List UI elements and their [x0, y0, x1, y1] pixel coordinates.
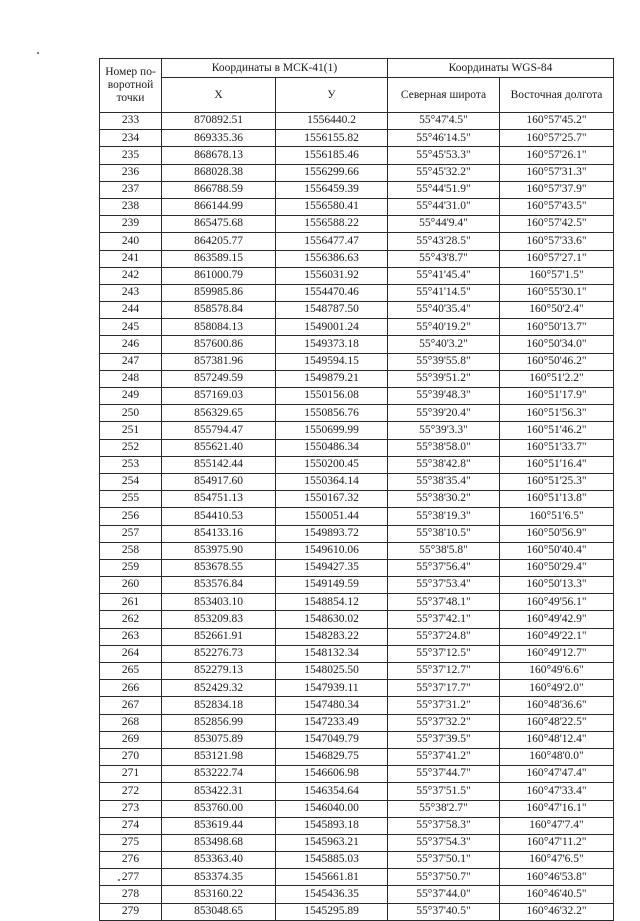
latitude-cell: 55°37'44.0" — [388, 886, 500, 903]
point-number-cell: 276 — [100, 852, 162, 869]
longitude-cell: 160°51'56.3" — [500, 405, 614, 422]
longitude-cell: 160°51'33.7" — [500, 439, 614, 456]
latitude-cell: 55°47'4.5" — [388, 113, 500, 130]
latitude-cell: 55°39'55.8" — [388, 353, 500, 370]
y-coordinate-cell: 1556580.41 — [276, 198, 388, 215]
x-coordinate-cell: 853048.65 — [162, 903, 276, 920]
point-number-cell: 255 — [100, 491, 162, 508]
latitude-cell: 55°39'48.3" — [388, 388, 500, 405]
latitude-cell: 55°37'44.7" — [388, 766, 500, 783]
latitude-cell: 55°46'14.5" — [388, 130, 500, 147]
longitude-cell: 160°50'13.7" — [500, 319, 614, 336]
longitude-cell: 160°51'6.5" — [500, 508, 614, 525]
table-row — [100, 336, 614, 353]
point-number-cell: 250 — [100, 405, 162, 422]
table-row — [100, 714, 614, 731]
x-coordinate-cell: 853160.22 — [162, 886, 276, 903]
y-coordinate-cell: 1547480.34 — [276, 697, 388, 714]
y-coordinate-cell: 1545893.18 — [276, 817, 388, 834]
y-coordinate-cell: 1556155.82 — [276, 130, 388, 147]
longitude-cell: 160°47'47.4" — [500, 766, 614, 783]
header-y: У — [276, 78, 388, 113]
longitude-cell: 160°49'22.1" — [500, 628, 614, 645]
x-coordinate-cell: 852834.18 — [162, 697, 276, 714]
y-coordinate-cell: 1545885.03 — [276, 852, 388, 869]
x-coordinate-cell: 866788.59 — [162, 181, 276, 198]
longitude-cell: 160°48'0.0" — [500, 748, 614, 765]
table-row — [100, 766, 614, 783]
x-coordinate-cell: 853374.35 — [162, 869, 276, 886]
latitude-cell: 55°37'39.5" — [388, 731, 500, 748]
table-row — [100, 800, 614, 817]
x-coordinate-cell: 863589.15 — [162, 250, 276, 267]
y-coordinate-cell: 1550167.32 — [276, 491, 388, 508]
longitude-cell: 160°46'40.5" — [500, 886, 614, 903]
header-x: X — [162, 78, 276, 113]
latitude-cell: 55°43'28.5" — [388, 233, 500, 250]
table-row — [100, 577, 614, 594]
latitude-cell: 55°37'32.2" — [388, 714, 500, 731]
longitude-cell: 160°57'27.1" — [500, 250, 614, 267]
latitude-cell: 55°41'45.4" — [388, 267, 500, 284]
latitude-cell: 55°37'42.1" — [388, 611, 500, 628]
point-number-cell: 277 — [100, 869, 162, 886]
x-coordinate-cell: 853222.74 — [162, 766, 276, 783]
table-row — [100, 164, 614, 181]
point-number-cell: 235 — [100, 147, 162, 164]
longitude-cell: 160°48'36.6" — [500, 697, 614, 714]
longitude-cell: 160°49'12.7" — [500, 645, 614, 662]
table-row — [100, 405, 614, 422]
y-coordinate-cell: 1548787.50 — [276, 302, 388, 319]
table-row — [100, 267, 614, 284]
latitude-cell: 55°37'53.4" — [388, 577, 500, 594]
y-coordinate-cell: 1545661.81 — [276, 869, 388, 886]
y-coordinate-cell: 1550486.34 — [276, 439, 388, 456]
latitude-cell: 55°44'9.4" — [388, 216, 500, 233]
point-number-cell: 243 — [100, 284, 162, 301]
x-coordinate-cell: 853498.68 — [162, 834, 276, 851]
longitude-cell: 160°57'1.5" — [500, 267, 614, 284]
point-number-cell: 251 — [100, 422, 162, 439]
longitude-cell: 160°55'30.1" — [500, 284, 614, 301]
latitude-cell: 55°40'19.2" — [388, 319, 500, 336]
point-number-cell: 253 — [100, 456, 162, 473]
x-coordinate-cell: 854133.16 — [162, 525, 276, 542]
table-row — [100, 233, 614, 250]
x-coordinate-cell: 853760.00 — [162, 800, 276, 817]
latitude-cell: 55°38'5.8" — [388, 542, 500, 559]
table-row — [100, 697, 614, 714]
longitude-cell: 160°46'32.2" — [500, 903, 614, 920]
y-coordinate-cell: 1556440.2 — [276, 113, 388, 130]
y-coordinate-cell: 1546354.64 — [276, 783, 388, 800]
latitude-cell: 55°37'58.3" — [388, 817, 500, 834]
longitude-cell: 160°50'13.3" — [500, 577, 614, 594]
point-number-cell: 265 — [100, 663, 162, 680]
x-coordinate-cell: 857169.03 — [162, 388, 276, 405]
x-coordinate-cell: 855794.47 — [162, 422, 276, 439]
table-row — [100, 147, 614, 164]
point-number-cell: 248 — [100, 370, 162, 387]
point-number-cell: 278 — [100, 886, 162, 903]
table-row — [100, 594, 614, 611]
y-coordinate-cell: 1547049.79 — [276, 731, 388, 748]
point-number-cell: 273 — [100, 800, 162, 817]
latitude-cell: 55°37'31.2" — [388, 697, 500, 714]
point-number-cell: 238 — [100, 198, 162, 215]
point-number-cell: 260 — [100, 577, 162, 594]
latitude-cell: 55°38'58.0" — [388, 439, 500, 456]
x-coordinate-cell: 859985.86 — [162, 284, 276, 301]
x-coordinate-cell: 853422.31 — [162, 783, 276, 800]
table-row — [100, 370, 614, 387]
y-coordinate-cell: 1556588.22 — [276, 216, 388, 233]
longitude-cell: 160°48'22.5" — [500, 714, 614, 731]
point-number-cell: 275 — [100, 834, 162, 851]
y-coordinate-cell: 1550156.08 — [276, 388, 388, 405]
y-coordinate-cell: 1549001.24 — [276, 319, 388, 336]
table-row — [100, 216, 614, 233]
longitude-cell: 160°51'46.2" — [500, 422, 614, 439]
table-row — [100, 198, 614, 215]
longitude-cell: 160°57'43.5" — [500, 198, 614, 215]
latitude-cell: 55°44'31.0" — [388, 198, 500, 215]
latitude-cell: 55°44'51.9" — [388, 181, 500, 198]
table-row — [100, 748, 614, 765]
longitude-cell: 160°47'11.2" — [500, 834, 614, 851]
x-coordinate-cell: 856329.65 — [162, 405, 276, 422]
x-coordinate-cell: 854917.60 — [162, 473, 276, 490]
y-coordinate-cell: 1549610.06 — [276, 542, 388, 559]
y-coordinate-cell: 1549149.59 — [276, 577, 388, 594]
point-number-cell: 241 — [100, 250, 162, 267]
y-coordinate-cell: 1547939.11 — [276, 680, 388, 697]
point-number-cell: 270 — [100, 748, 162, 765]
x-coordinate-cell: 864205.77 — [162, 233, 276, 250]
y-coordinate-cell: 1548854.12 — [276, 594, 388, 611]
table-row — [100, 783, 614, 800]
point-number-cell: 233 — [100, 113, 162, 130]
x-coordinate-cell: 865475.68 — [162, 216, 276, 233]
longitude-cell: 160°49'6.6" — [500, 663, 614, 680]
x-coordinate-cell: 869335.36 — [162, 130, 276, 147]
table-row — [100, 353, 614, 370]
longitude-cell: 160°57'42.5" — [500, 216, 614, 233]
x-coordinate-cell: 853576.84 — [162, 577, 276, 594]
longitude-cell: 160°51'16.4" — [500, 456, 614, 473]
table-row — [100, 817, 614, 834]
table-row — [100, 319, 614, 336]
x-coordinate-cell: 857249.59 — [162, 370, 276, 387]
latitude-cell: 55°38'42.8" — [388, 456, 500, 473]
latitude-cell: 55°37'12.7" — [388, 663, 500, 680]
table-row — [100, 663, 614, 680]
x-coordinate-cell: 868028.38 — [162, 164, 276, 181]
latitude-cell: 55°38'19.3" — [388, 508, 500, 525]
x-coordinate-cell: 855142.44 — [162, 456, 276, 473]
x-coordinate-cell: 852661.91 — [162, 628, 276, 645]
y-coordinate-cell: 1547233.49 — [276, 714, 388, 731]
x-coordinate-cell: 853121.98 — [162, 748, 276, 765]
x-coordinate-cell: 870892.51 — [162, 113, 276, 130]
table-row — [100, 491, 614, 508]
y-coordinate-cell: 1550051.44 — [276, 508, 388, 525]
table-header — [100, 59, 614, 113]
point-number-cell: 264 — [100, 645, 162, 662]
header-latitude: Северная широта — [388, 78, 500, 113]
table-row — [100, 645, 614, 662]
table-row — [100, 113, 614, 130]
latitude-cell: 55°40'35.4" — [388, 302, 500, 319]
table-row — [100, 439, 614, 456]
y-coordinate-cell: 1548630.02 — [276, 611, 388, 628]
table-row — [100, 886, 614, 903]
longitude-cell: 160°49'2.0" — [500, 680, 614, 697]
point-number-cell: 252 — [100, 439, 162, 456]
x-coordinate-cell: 858084.13 — [162, 319, 276, 336]
longitude-cell: 160°48'12.4" — [500, 731, 614, 748]
header-msk-coordinates: Координаты в МСК-41(1) — [162, 59, 388, 78]
longitude-cell: 160°49'56.1" — [500, 594, 614, 611]
table-row — [100, 903, 614, 920]
latitude-cell: 55°37'17.7" — [388, 680, 500, 697]
table-row — [100, 542, 614, 559]
y-coordinate-cell: 1549879.21 — [276, 370, 388, 387]
point-number-cell: 261 — [100, 594, 162, 611]
latitude-cell: 55°39'3.3" — [388, 422, 500, 439]
table-row — [100, 559, 614, 576]
y-coordinate-cell: 1545436.35 — [276, 886, 388, 903]
point-number-cell: 259 — [100, 559, 162, 576]
point-number-cell: 246 — [100, 336, 162, 353]
longitude-cell: 160°46'53.8" — [500, 869, 614, 886]
table-row — [100, 628, 614, 645]
point-number-cell: 244 — [100, 302, 162, 319]
y-coordinate-cell: 1556031.92 — [276, 267, 388, 284]
point-number-cell: 236 — [100, 164, 162, 181]
table-row — [100, 456, 614, 473]
x-coordinate-cell: 853209.83 — [162, 611, 276, 628]
y-coordinate-cell: 1548132.34 — [276, 645, 388, 662]
table-row — [100, 302, 614, 319]
table-row — [100, 250, 614, 267]
longitude-cell: 160°51'25.3" — [500, 473, 614, 490]
point-number-cell: 262 — [100, 611, 162, 628]
y-coordinate-cell: 1554470.46 — [276, 284, 388, 301]
latitude-cell: 55°38'30.2" — [388, 491, 500, 508]
point-number-cell: 257 — [100, 525, 162, 542]
latitude-cell: 55°39'51.2" — [388, 370, 500, 387]
latitude-cell: 55°43'8.7" — [388, 250, 500, 267]
table-row — [100, 130, 614, 147]
latitude-cell: 55°37'54.3" — [388, 834, 500, 851]
table-row — [100, 731, 614, 748]
y-coordinate-cell: 1546040.00 — [276, 800, 388, 817]
x-coordinate-cell: 852279.13 — [162, 663, 276, 680]
y-coordinate-cell: 1549893.72 — [276, 525, 388, 542]
x-coordinate-cell: 854410.53 — [162, 508, 276, 525]
point-number-cell: 263 — [100, 628, 162, 645]
table-row — [100, 181, 614, 198]
latitude-cell: 55°45'32.2" — [388, 164, 500, 181]
y-coordinate-cell: 1548025.50 — [276, 663, 388, 680]
latitude-cell: 55°37'48.1" — [388, 594, 500, 611]
x-coordinate-cell: 858578.84 — [162, 302, 276, 319]
table-row — [100, 525, 614, 542]
point-number-cell: 245 — [100, 319, 162, 336]
latitude-cell: 55°37'50.1" — [388, 852, 500, 869]
point-number-cell: 256 — [100, 508, 162, 525]
point-number-cell: 266 — [100, 680, 162, 697]
longitude-cell: 160°51'17.9" — [500, 388, 614, 405]
y-coordinate-cell: 1549594.15 — [276, 353, 388, 370]
latitude-cell: 55°37'40.5" — [388, 903, 500, 920]
latitude-cell: 55°38'2.7" — [388, 800, 500, 817]
y-coordinate-cell: 1545963.21 — [276, 834, 388, 851]
y-coordinate-cell: 1556459.39 — [276, 181, 388, 198]
latitude-cell: 55°41'14.5" — [388, 284, 500, 301]
y-coordinate-cell: 1556386.63 — [276, 250, 388, 267]
y-coordinate-cell: 1550364.14 — [276, 473, 388, 490]
point-number-cell: 279 — [100, 903, 162, 920]
longitude-cell: 160°57'25.7" — [500, 130, 614, 147]
x-coordinate-cell: 853363.40 — [162, 852, 276, 869]
table-row — [100, 284, 614, 301]
coordinates-table — [99, 58, 614, 921]
table-row — [100, 834, 614, 851]
point-number-cell: 274 — [100, 817, 162, 834]
point-number-cell: 242 — [100, 267, 162, 284]
longitude-cell: 160°50'34.0" — [500, 336, 614, 353]
y-coordinate-cell: 1549373.18 — [276, 336, 388, 353]
latitude-cell: 55°37'51.5" — [388, 783, 500, 800]
point-number-cell: 258 — [100, 542, 162, 559]
table-row — [100, 388, 614, 405]
point-number-cell: 237 — [100, 181, 162, 198]
latitude-cell: 55°38'35.4" — [388, 473, 500, 490]
x-coordinate-cell: 852856.99 — [162, 714, 276, 731]
x-coordinate-cell: 853619.44 — [162, 817, 276, 834]
x-coordinate-cell: 852429.32 — [162, 680, 276, 697]
latitude-cell: 55°37'56.4" — [388, 559, 500, 576]
longitude-cell: 160°50'46.2" — [500, 353, 614, 370]
point-number-cell: 269 — [100, 731, 162, 748]
point-number-cell: 254 — [100, 473, 162, 490]
point-number-cell: 247 — [100, 353, 162, 370]
longitude-cell: 160°57'31.3" — [500, 164, 614, 181]
x-coordinate-cell: 855621.40 — [162, 439, 276, 456]
x-coordinate-cell: 857381.96 — [162, 353, 276, 370]
scan-speck — [37, 52, 39, 54]
y-coordinate-cell: 1556477.47 — [276, 233, 388, 250]
longitude-cell: 160°50'56.9" — [500, 525, 614, 542]
longitude-cell: 160°51'13.8" — [500, 491, 614, 508]
header-longitude: Восточная долгота — [500, 78, 614, 113]
longitude-cell: 160°47'6.5" — [500, 852, 614, 869]
point-number-cell: 272 — [100, 783, 162, 800]
x-coordinate-cell: 853678.55 — [162, 559, 276, 576]
x-coordinate-cell: 866144.99 — [162, 198, 276, 215]
point-number-cell: 234 — [100, 130, 162, 147]
y-coordinate-cell: 1550200.45 — [276, 456, 388, 473]
table-row — [100, 680, 614, 697]
longitude-cell: 160°57'37.9" — [500, 181, 614, 198]
longitude-cell: 160°49'42.9" — [500, 611, 614, 628]
x-coordinate-cell: 854751.13 — [162, 491, 276, 508]
longitude-cell: 160°50'2.4" — [500, 302, 614, 319]
longitude-cell: 160°57'33.6" — [500, 233, 614, 250]
latitude-cell: 55°38'10.5" — [388, 525, 500, 542]
longitude-cell: 160°47'33.4" — [500, 783, 614, 800]
latitude-cell: 55°37'12.5" — [388, 645, 500, 662]
x-coordinate-cell: 853403.10 — [162, 594, 276, 611]
longitude-cell: 160°47'7.4" — [500, 817, 614, 834]
latitude-cell: 55°37'50.7" — [388, 869, 500, 886]
y-coordinate-cell: 1556299.66 — [276, 164, 388, 181]
header-point-number: Номер по-воротной точки — [100, 59, 162, 113]
table-row — [100, 852, 614, 869]
y-coordinate-cell: 1550699.99 — [276, 422, 388, 439]
x-coordinate-cell: 852276.73 — [162, 645, 276, 662]
x-coordinate-cell: 857600.86 — [162, 336, 276, 353]
point-number-cell: 239 — [100, 216, 162, 233]
table-row — [100, 611, 614, 628]
header-wgs-coordinates: Координаты WGS-84 — [388, 59, 614, 78]
longitude-cell: 160°57'45.2" — [500, 113, 614, 130]
longitude-cell: 160°50'29.4" — [500, 559, 614, 576]
table-row — [100, 869, 614, 886]
y-coordinate-cell: 1550856.76 — [276, 405, 388, 422]
x-coordinate-cell: 853075.89 — [162, 731, 276, 748]
latitude-cell: 55°37'24.8" — [388, 628, 500, 645]
point-number-cell: 240 — [100, 233, 162, 250]
y-coordinate-cell: 1549427.35 — [276, 559, 388, 576]
table-row — [100, 473, 614, 490]
point-number-cell: 267 — [100, 697, 162, 714]
longitude-cell: 160°51'2.2" — [500, 370, 614, 387]
x-coordinate-cell: 853975.90 — [162, 542, 276, 559]
latitude-cell: 55°45'53.3" — [388, 147, 500, 164]
y-coordinate-cell: 1546606.98 — [276, 766, 388, 783]
longitude-cell: 160°47'16.1" — [500, 800, 614, 817]
point-number-cell: 271 — [100, 766, 162, 783]
latitude-cell: 55°37'41.2" — [388, 748, 500, 765]
latitude-cell: 55°40'3.2" — [388, 336, 500, 353]
y-coordinate-cell: 1545295.89 — [276, 903, 388, 920]
y-coordinate-cell: 1546829.75 — [276, 748, 388, 765]
latitude-cell: 55°39'20.4" — [388, 405, 500, 422]
y-coordinate-cell: 1556185.46 — [276, 147, 388, 164]
x-coordinate-cell: 868678.13 — [162, 147, 276, 164]
point-number-cell: 249 — [100, 388, 162, 405]
x-coordinate-cell: 861000.79 — [162, 267, 276, 284]
y-coordinate-cell: 1548283.22 — [276, 628, 388, 645]
table-body — [100, 113, 614, 921]
table-row — [100, 422, 614, 439]
point-number-cell: 268 — [100, 714, 162, 731]
table-row — [100, 508, 614, 525]
longitude-cell: 160°57'26.1" — [500, 147, 614, 164]
longitude-cell: 160°50'40.4" — [500, 542, 614, 559]
